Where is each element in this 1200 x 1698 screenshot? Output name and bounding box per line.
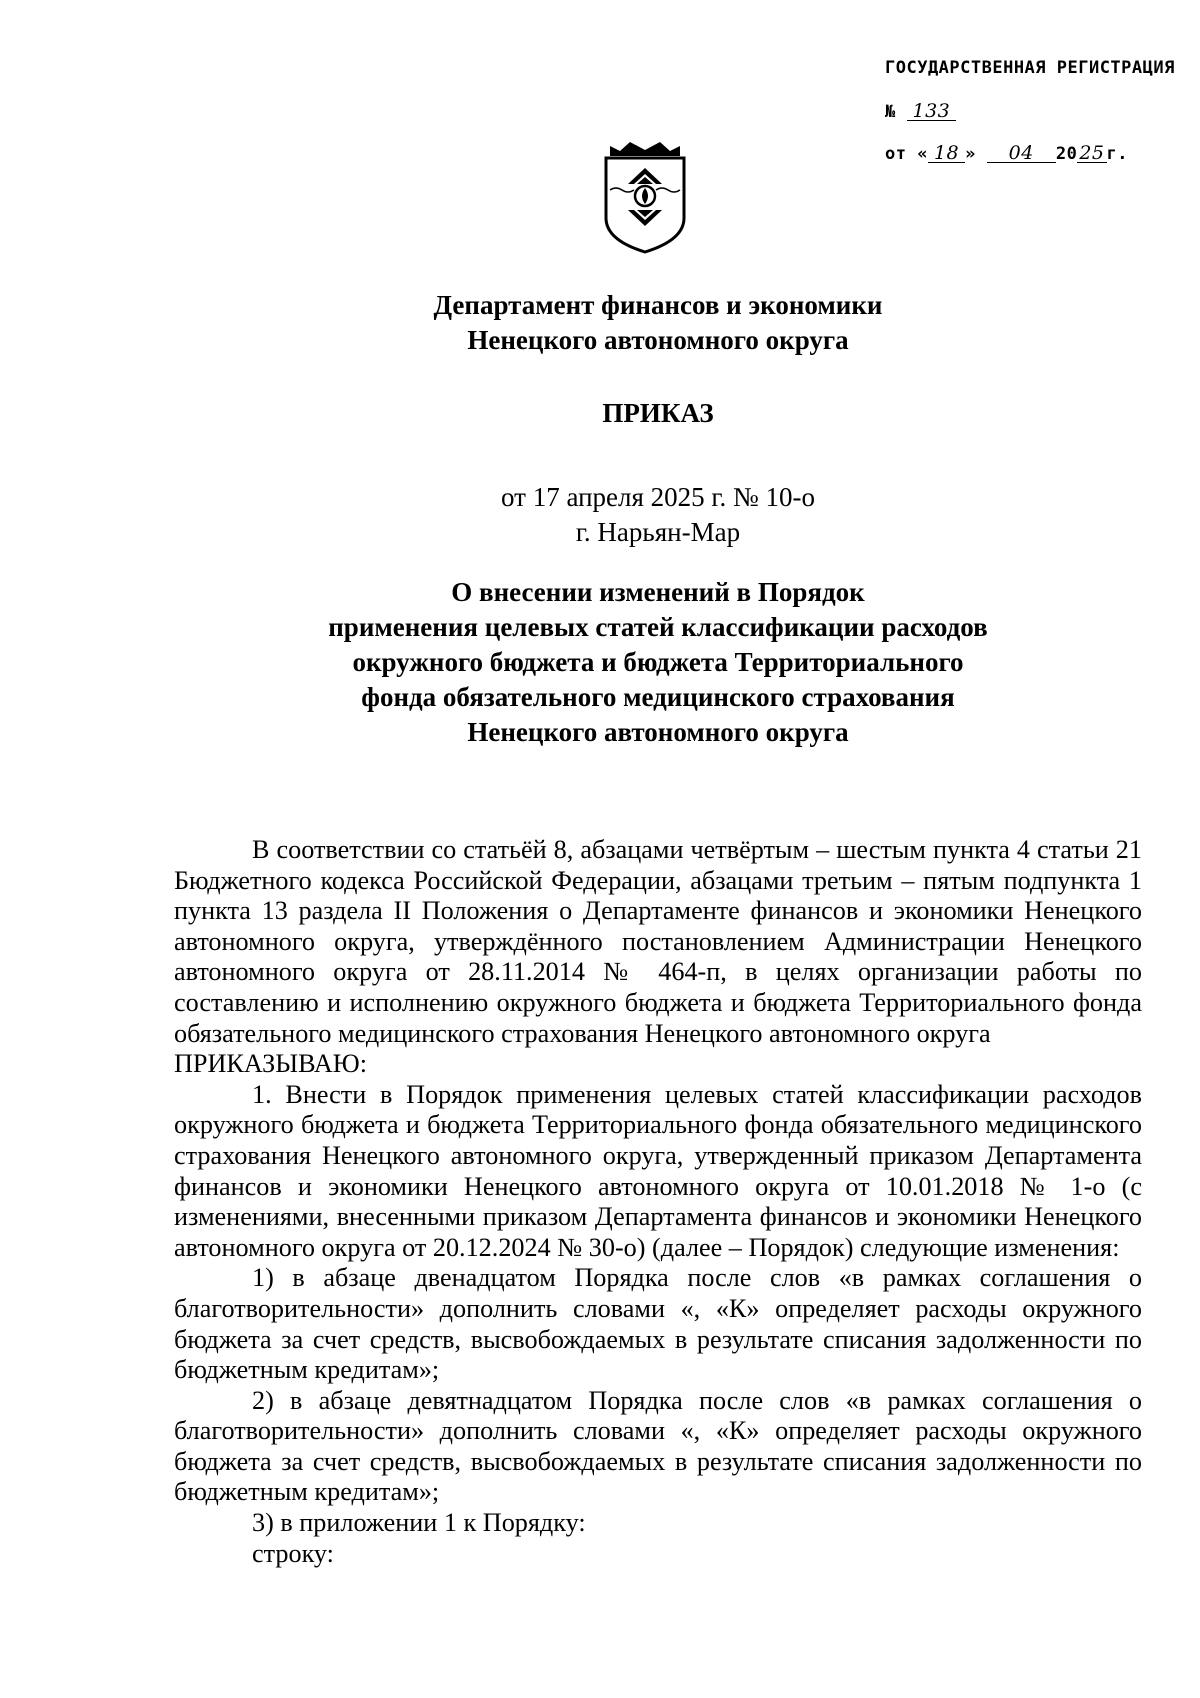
document-date-block: [174, 480, 1142, 550]
document-date: от 17 апреля 2025 г. № 10-о: [501, 482, 815, 512]
department-header: [174, 288, 1142, 358]
preamble-paragraph: В соответствии со статьёй 8, абзацами четвёртым – шестым пункта 4 статьи 21 Бюджетного кодекса Российской Федерации, абзацами третьим – пятым подпункта 1 пункта 13 раздела II Положения о Департаменте финансов и экономики Ненецкого автономного округа, утверждённого постановлением Администрации Ненецкого автономного округа от 28.11.2014 № 464-п, в целях организации работы по составлению и исполнению окружного бюджета и бюджета Территориального фонда обязательного медицинского страхования Ненецкого автономного округа: [174, 835, 1142, 1048]
subject-line: Ненецкого автономного округа: [467, 717, 849, 747]
stamp-date-year: 25: [1079, 142, 1105, 164]
document-subject: [174, 575, 1142, 750]
stamp-date-month: 04: [987, 144, 1056, 163]
subject-line: окружного бюджета и бюджета Территориального: [352, 647, 964, 677]
stamp-date-suffix: г.: [1106, 144, 1128, 164]
department-header-line1: Департамент финансов и экономики: [433, 290, 883, 320]
registration-stamp: [885, 58, 1175, 164]
subitem-1-paragraph: 1) в абзаце двенадцатом Порядка после слов «в рамках соглашения о благотворительности» дополнить словами «, «К» определяет расходы окружного бюджета за счет средств, высвобождаемых в результате списания задолженности по бюджетным кредитам»;: [174, 1263, 1142, 1385]
department-header-line2: Ненецкого автономного округа: [467, 325, 849, 355]
subitem-3-paragraph: 3) в приложении 1 к Порядку:: [252, 1508, 586, 1538]
coat-of-arms-nenets-icon: [600, 138, 690, 256]
subitem-2-paragraph: 2) в абзаце девятнадцатом Порядка после слов «в рамках соглашения о благотворительности» дополнить словами «, «К» определяет расходы окружного бюджета за счет средств, высвобождаемых в результате списания задолженности по бюджетным кредитам»;: [174, 1385, 1142, 1507]
stamp-number-line: [885, 102, 1175, 122]
subitem-3-continuation: строку:: [252, 1538, 334, 1568]
subject-line: О внесении изменений в Порядок: [451, 577, 865, 607]
stamp-number-label: №: [885, 102, 896, 122]
stamp-date-year-prefix: 20: [1055, 144, 1078, 164]
stamp-date-prefix: от «: [885, 144, 928, 164]
stamp-date-day: 18: [928, 144, 965, 163]
document-city: г. Нарьян-Мар: [575, 517, 741, 547]
stamp-date-mid: »: [965, 144, 976, 164]
subject-line: фонда обязательного медицинского страхования: [361, 682, 955, 712]
item-1-paragraph: 1. Внести в Порядок применения целевых статей классификации расходов окружного бюджета и бюджета Территориального фонда обязательного медицинского страхования Ненецкого автономного округа, утвержденный приказом Департамента финансов и экономики Ненецкого автономного округа от 10.01.2018 № 1-о (с изменениями, внесенными приказом Департамента финансов и экономики Ненецкого автономного округа от 20.12.2024 № 30-о) (далее – Порядок) следующие изменения:: [174, 1079, 1142, 1262]
stamp-date-line: [885, 144, 1175, 164]
stamp-title: ГОСУДАРСТВЕННАЯ РЕГИСТРАЦИЯ: [885, 58, 1175, 78]
document-type: ПРИКАЗ: [602, 398, 714, 428]
stamp-number-value: 133: [907, 102, 957, 121]
document-body: [174, 835, 1142, 1569]
order-word: ПРИКАЗЫВАЮ:: [174, 1049, 367, 1079]
subject-line: применения целевых статей классификации расходов: [328, 612, 988, 642]
